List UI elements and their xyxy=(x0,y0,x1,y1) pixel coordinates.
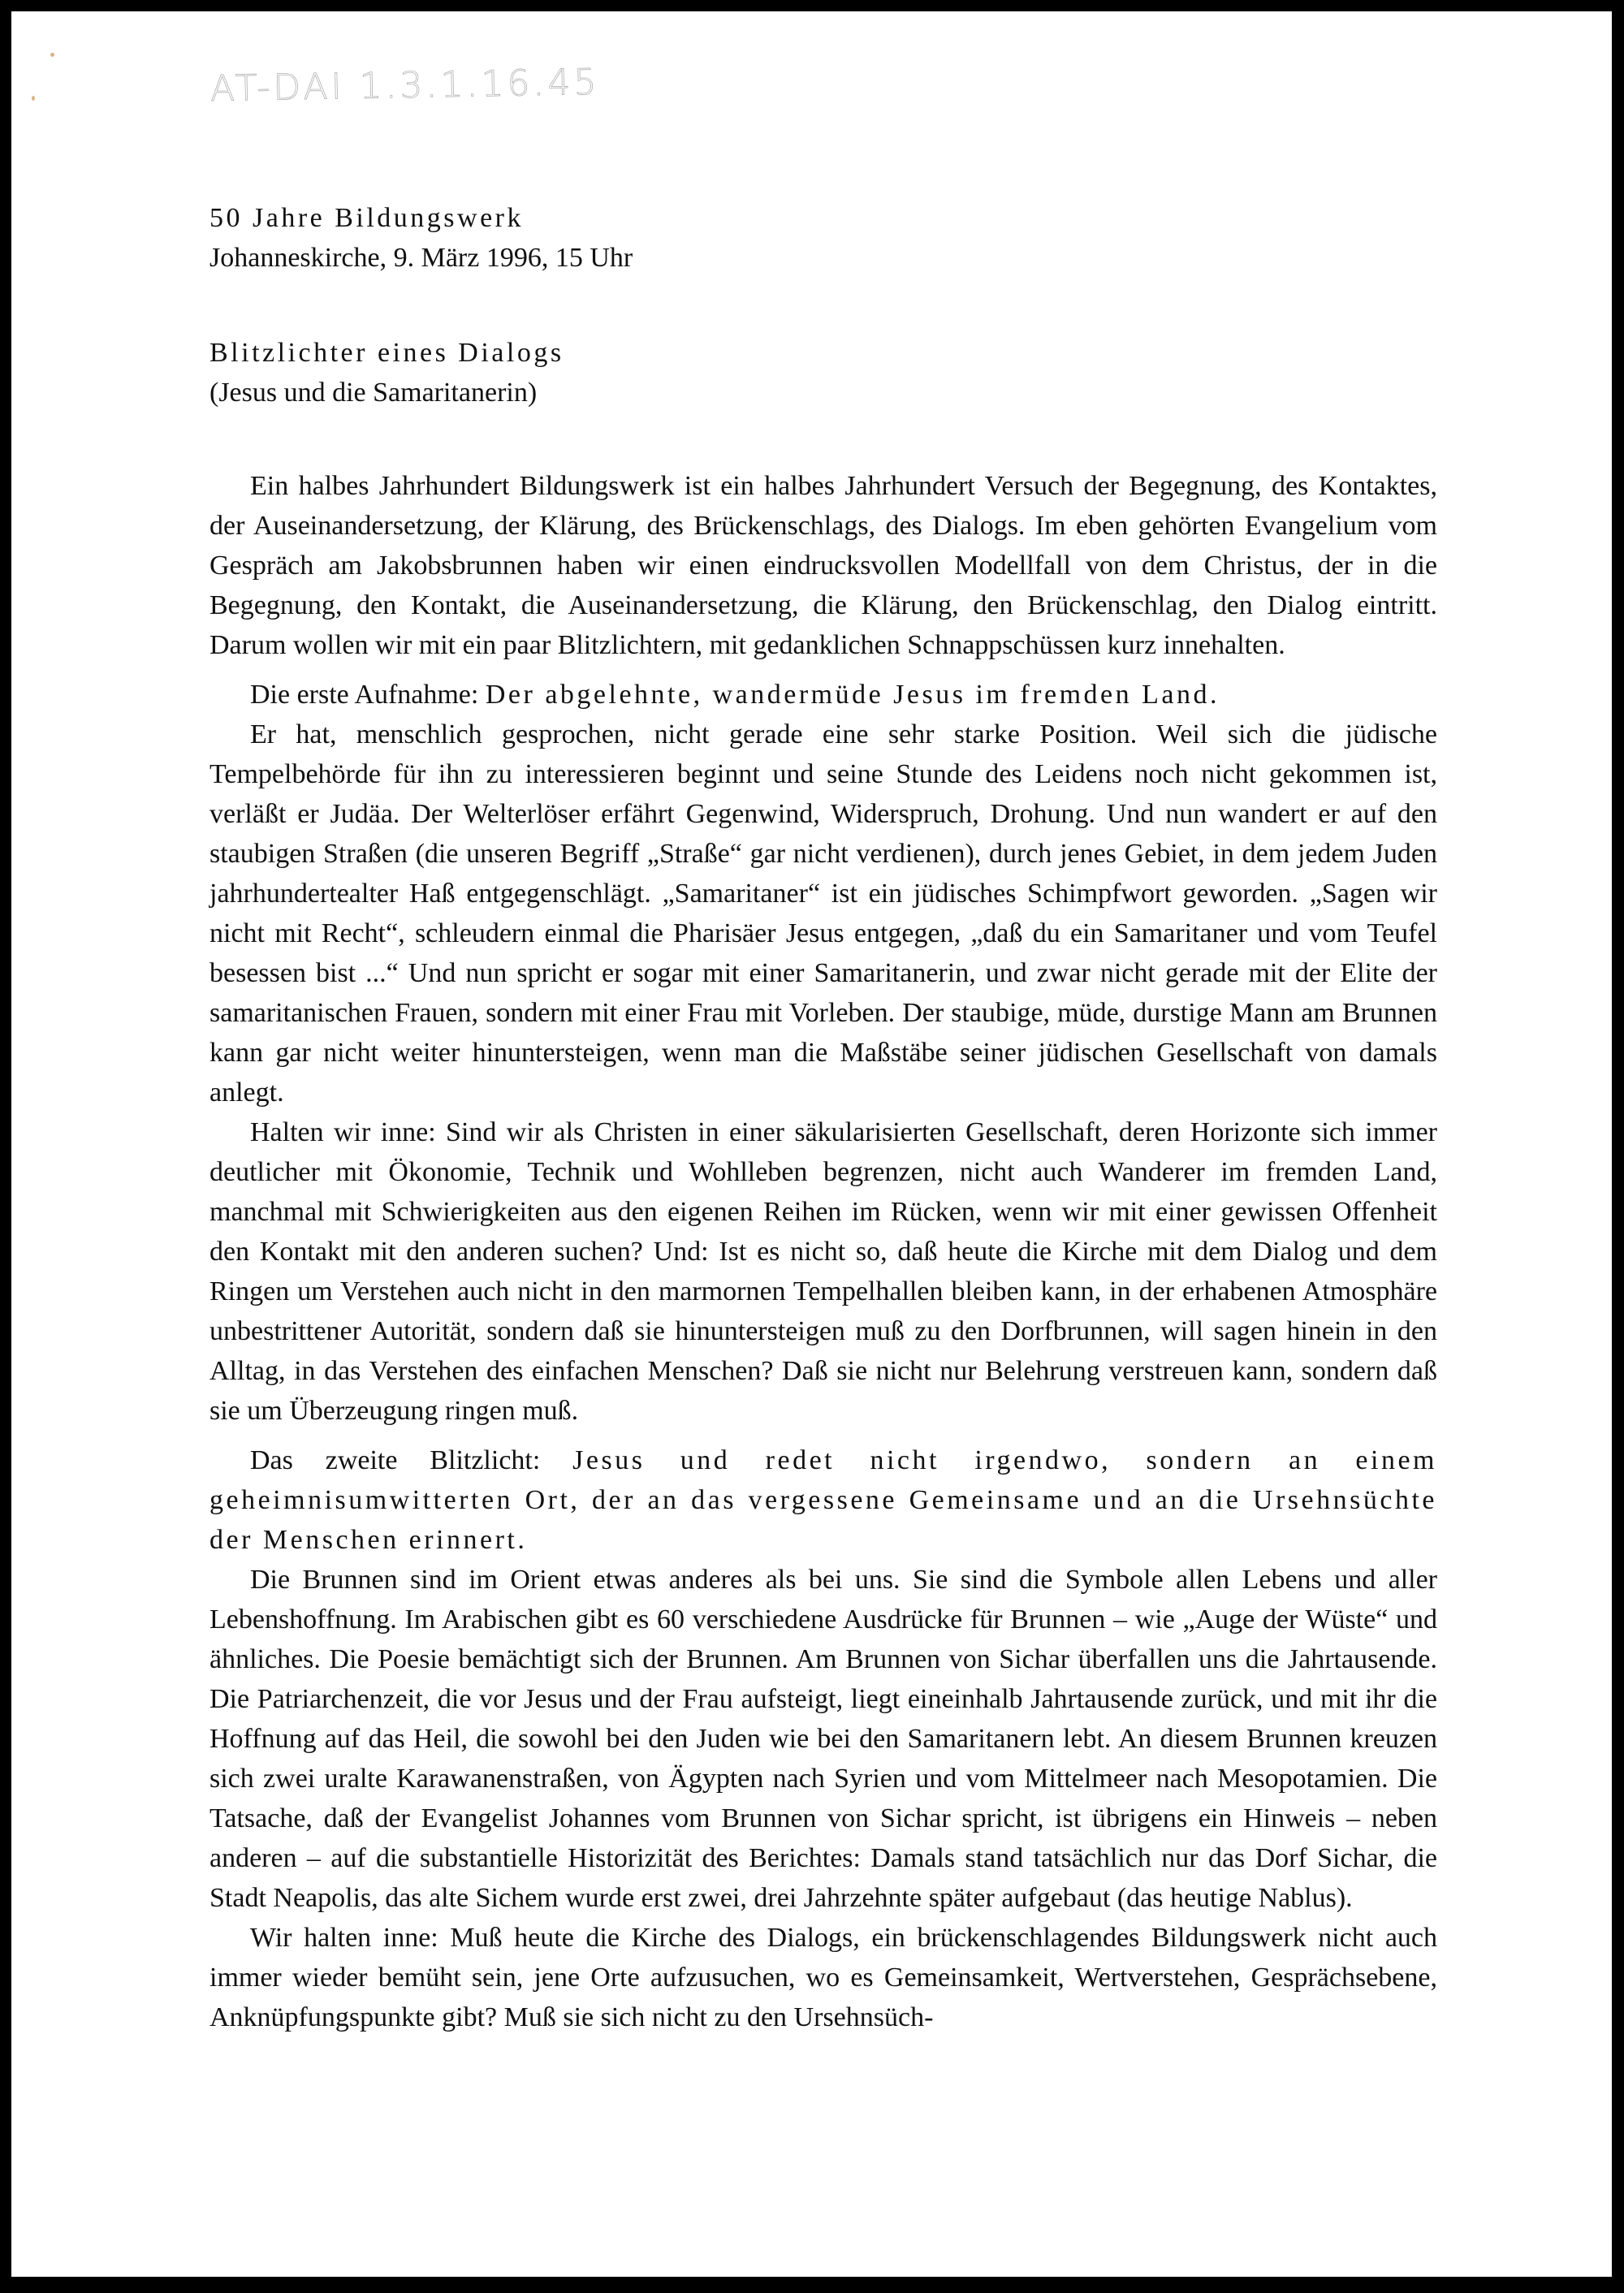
paragraph-second-snapshot-body: Die Brunnen sind im Orient etwas anderes als bei uns. Sie sind die Symbole allen Lebens und aller Lebenshoffnung. Im Arabischen gibt es 60 verschiedene Ausdrücke für Brunnen – wie „Auge der Wüste“ und ähnliches. Die Poesie bemächtigt sich der Brunnen. Am Brunnen von Sichar überfallen uns die Jahrtausende. Die Patriarchenzeit, die vor Jesus und der Frau aufsteigt, liegt eineinhalb Jahrtausende zurück, und mit ihr die Hoffnung auf das Heil, die sowohl bei den Juden wie bei den Samaritanern lebt. An diesem Brunnen kreuzen sich zwei uralte Karawanenstraßen, von Ägypten nach Syrien und vom Mittelmeer nach Mesopotamien. Die Tatsache, daß der Evangelist Johannes vom Brunnen von Sichar spricht, ist übrigens ein Hinweis – neben anderen – auf die substantielle Historizität des Berichtes: Damals stand tatsächlich nur das Dorf Sichar, die Stadt Neapolis, das alte Sichem wurde erst zwei, drei Jahrzehnte später aufgebaut (das heutige Nablus). xyxy=(209,1565,1437,1913)
paragraph-first-snapshot-body: Er hat, menschlich gesprochen, nicht gerade eine sehr starke Position. Weil sich die jüdische Tempelbehörde für ihn zu interessieren beginnt und seine Stunde des Leidens noch nicht gekommen ist, verläßt er Judäa. Der Welterlöser erfährt Gegenwind, Widerspruch, Drohung. Und nun wandert er auf den staubigen Straßen (die unseren Begriff „Straße“ gar nicht verdienen), durch jenes Gebiet, in dem jedem Juden jahrhundertealter Haß entgegenschlägt. „Samaritaner“ ist ein jüdisches Schimpfwort geworden. „Sagen wir nicht mit Recht“, schleudern einmal die Pharisäer Jesus entgegen, „daß du ein Samaritaner und vom Teufel besessen bist ...“ Und nun spricht er sogar mit einer Samaritanerin, und zwar nicht gerade mit der Elite der samaritanischen Frauen, sondern mit einer Frau mit Vorleben. Der staubige, müde, durstige Mann am Brunnen kann gar nicht weiter hinuntersteigen, wenn man die Maßstäbe seiner jüdischen Gesellschaft von damals anlegt. xyxy=(209,719,1437,1108)
document-body xyxy=(209,198,1437,2037)
paragraph-first-reflection: Halten wir inne: Sind wir als Christen in einer säkularisierten Gesellschaft, deren Horizonte sich immer deutlicher mit Ökonomie, Technik und Wohlleben begrenzen, nicht auch Wanderer im fremden Land, manchmal mit Schwierigkeiten aus den eigenen Reihen im Rücken, wenn wir mit einer gewissen Offenheit den Kontakt mit den anderen suchen? Und: Ist es nicht so, daß heute die Kirche mit dem Dialog und dem Ringen um Verstehen auch nicht in den marmornen Tempelhallen bleiben kann, in der erhabenen Atmosphäre unbestrittener Autorität, sondern daß sie hinuntersteigen muß zu den Dorfbrunnen, will sagen hinein in den Alltag, in das Verstehen des einfachen Menschen? Daß sie nicht nur Belehrung verstreuen kann, sondern daß sie um Überzeugung ringen muß. xyxy=(209,1117,1437,1426)
paragraph-second-snapshot-heading xyxy=(209,1440,1437,1560)
scan-speck xyxy=(32,96,35,101)
event-header xyxy=(209,198,1437,278)
sermon-subtitle: (Jesus und die Samaritanerin) xyxy=(209,378,538,408)
scan-speck xyxy=(50,53,54,57)
sermon-title: Blitzlichter eines Dialogs xyxy=(209,338,564,368)
snapshot-heading: Der abgelehnte, wandermüde Jesus im fremden Land. xyxy=(485,680,1220,710)
event-title: 50 Jahre Bildungswerk xyxy=(209,203,525,233)
paragraph-intro: Ein halbes Jahrhundert Bildungswerk ist ein halbes Jahrhundert Versuch der Begegnung, des Kontaktes, der Auseinandersetzung, der Klärung, des Brückenschlags, des Dialogs. Im eben gehörten Evangelium vom Gespräch am Jakobsbrunnen haben wir einen eindrucksvollen Modellfall von dem Christus, der in die Begegnung, den Kontakt, die Auseinandersetzung, die Klärung, den Brückenschlag, den Dialog eintritt. Darum wollen wir mit ein paar Blitzlichtern, mit gedanklichen Schnappschüssen kurz innehalten. xyxy=(209,471,1437,660)
snapshot-label: Das zweite Blitzlicht: xyxy=(250,1445,573,1475)
event-place-date: Johanneskirche, 9. März 1996, 15 Uhr xyxy=(209,243,633,273)
archive-reference-handwritten: AT-DAI 1.3.1.16.45 xyxy=(209,61,600,110)
snapshot-heading: Jesus und redet nicht irgendwo, sondern an einem geheimnisumwitterten Ort, der an das vergessene Gemeinsame und an die Ursehnsüchte der Menschen erinnert. xyxy=(209,1445,1437,1555)
paragraph-first-snapshot-heading xyxy=(209,675,1437,715)
scanned-page xyxy=(11,11,1612,2277)
paragraph-second-reflection: Wir halten inne: Muß heute die Kirche des Dialogs, ein brückenschlagendes Bildungswerk nicht auch immer wieder bemüht sein, jene Orte aufzusuchen, wo es Gemeinsamkeit, Wertverstehen, Gesprächsebene, Anknüpfungspunkte gibt? Muß sie sich nicht zu den Ursehnsüch- xyxy=(209,1923,1437,2032)
sermon-title-block xyxy=(209,333,1437,412)
snapshot-label: Die erste Aufnahme: xyxy=(250,680,486,710)
